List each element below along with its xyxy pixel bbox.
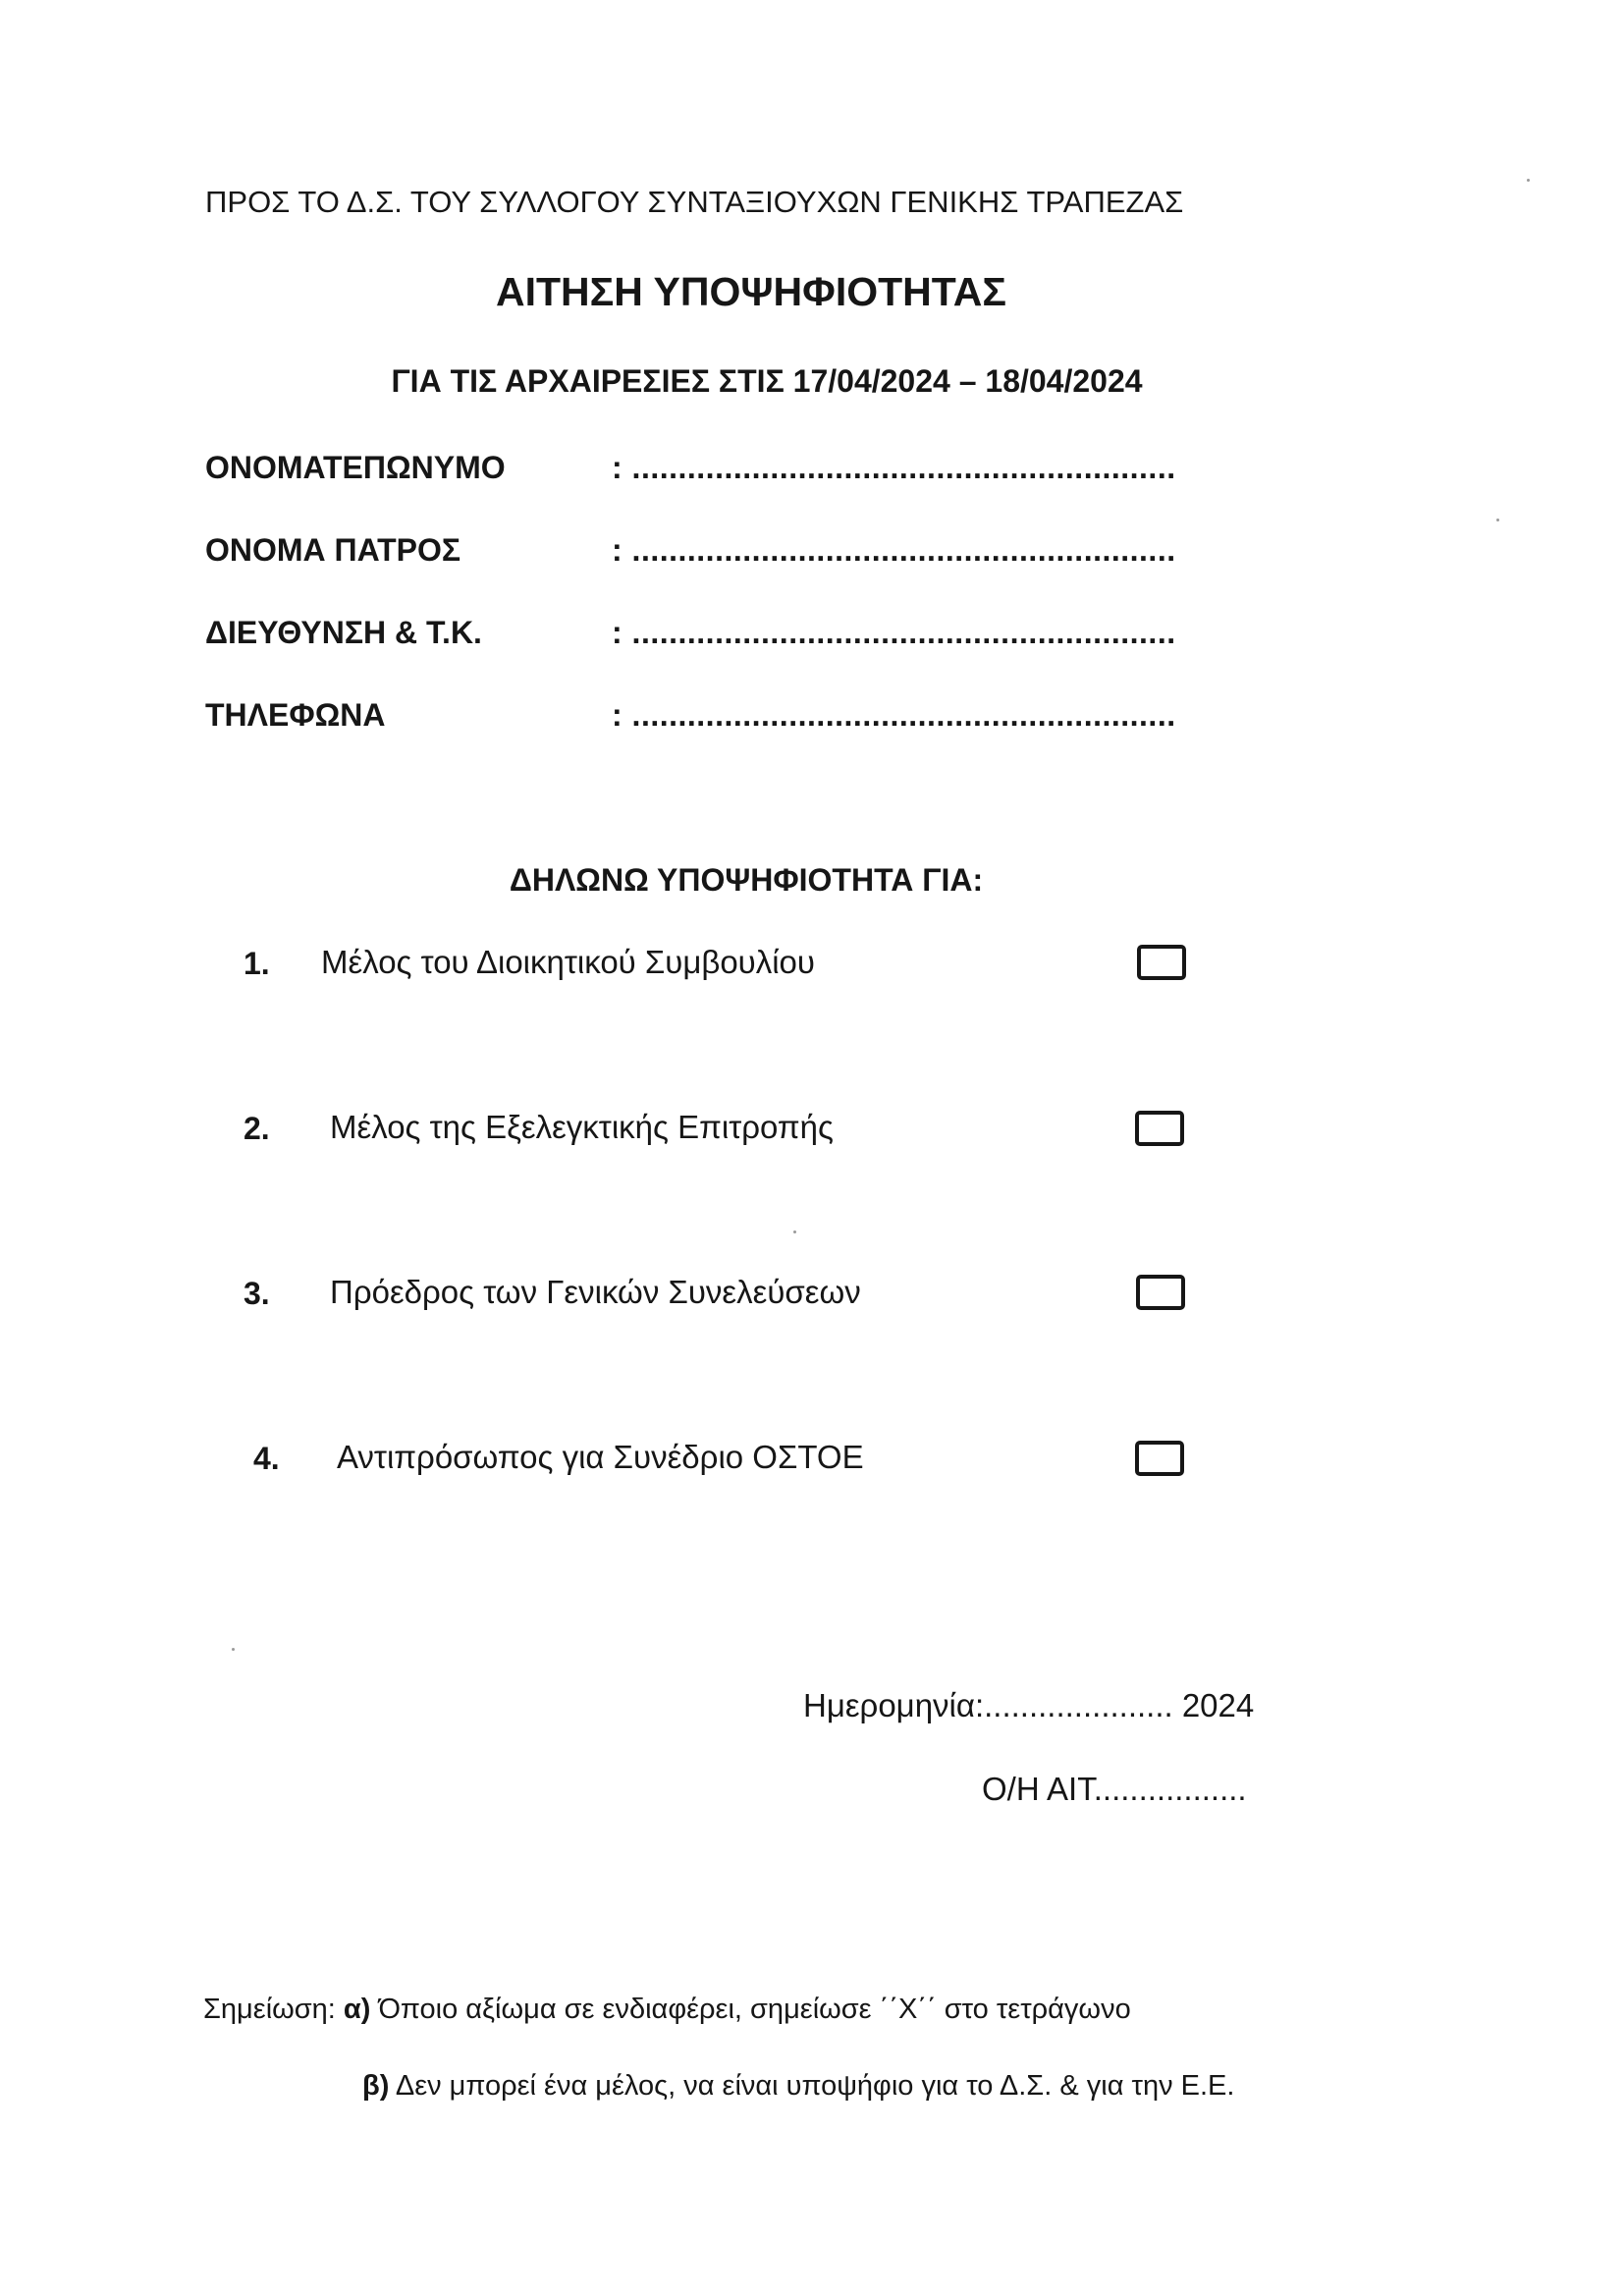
field-label-address: ΔΙΕΥΘΥΝΣΗ & Τ.Κ.: [205, 615, 482, 650]
note-b-marker: β): [362, 2070, 390, 2102]
scan-speck: [1496, 519, 1499, 521]
note-b: [362, 2070, 1234, 2103]
checkbox-board-member[interactable]: [1137, 945, 1186, 980]
checkbox-assembly-chair[interactable]: [1136, 1275, 1185, 1310]
option-number: 4.: [253, 1441, 280, 1476]
declaration-heading: ΔΗΛΩΝΩ ΥΠΟΨΗΦΙΟΤΗΤΑ ΓΙΑ:: [509, 862, 984, 898]
option-label-audit-committee: Μέλος της Εξελεγκτικής Επιτροπής: [330, 1109, 834, 1145]
field-fathers-name-blank[interactable]: : ...........................................................: [612, 532, 1176, 568]
option-number: 2.: [244, 1111, 270, 1146]
option-label-board-member: Μέλος του Διοικητικού Συμβουλίου: [321, 944, 815, 980]
field-address-blank[interactable]: : ...........................................................: [612, 615, 1176, 650]
field-label-fathers-name: ΟΝΟΜΑ ΠΑΤΡΟΣ: [205, 532, 461, 568]
document-title: ΑΙΤΗΣΗ ΥΠΟΨΗΦΙΟΤΗΤΑΣ: [496, 269, 1006, 314]
field-label-fullname: ΟΝΟΜΑΤΕΠΩΝΥΜΟ: [205, 450, 506, 485]
option-label-assembly-chair: Πρόεδρος των Γενικών Συνελεύσεων: [330, 1274, 861, 1310]
note-a-marker: α): [343, 1994, 371, 2025]
note-a: [203, 1994, 1131, 2026]
document-subtitle: ΓΙΑ ΤΙΣ ΑΡΧΑΙΡΕΣΙΕΣ ΣΤΙΣ 17/04/2024 – 18/04/2024: [391, 363, 1143, 399]
note-prefix: Σημείωση:: [203, 1994, 344, 2025]
field-fullname-blank[interactable]: : ...........................................................: [612, 450, 1176, 485]
note-b-text: Δεν μπορεί ένα μέλος, να είναι υποψήφιο για το Δ.Σ. & για την Ε.Ε.: [389, 2070, 1235, 2102]
scan-speck: [232, 1648, 235, 1651]
field-label-phones: ΤΗΛΕΦΩΝΑ: [205, 697, 386, 733]
signature-line[interactable]: Ο/Η ΑΙΤ.................: [982, 1771, 1247, 1807]
scan-speck: [1527, 179, 1530, 182]
option-number: 3.: [244, 1276, 270, 1311]
checkbox-audit-committee[interactable]: [1135, 1111, 1184, 1146]
scan-speck: [793, 1230, 796, 1233]
checkbox-congress-representative[interactable]: [1135, 1441, 1184, 1476]
note-a-text: Όποιο αξίωμα σε ενδιαφέρει, σημείωσε ΄΄Χ΄΄ στο τετράγωνο: [370, 1994, 1131, 2025]
option-label-congress-representative: Αντιπρόσωπος για Συνέδριο ΟΣΤΟΕ: [337, 1439, 864, 1475]
date-line[interactable]: Ημερομηνία:..................... 2024: [803, 1687, 1255, 1723]
option-number: 1.: [244, 946, 270, 981]
field-phones-blank[interactable]: : ...........................................................: [612, 697, 1176, 733]
addressee-line: ΠΡΟΣ ΤΟ Δ.Σ. ΤΟΥ ΣΥΛΛΟΓΟΥ ΣΥΝΤΑΞΙΟΥΧΩΝ ΓΕΝΙΚΗΣ ΤΡΑΠΕΖΑΣ: [205, 185, 1184, 219]
